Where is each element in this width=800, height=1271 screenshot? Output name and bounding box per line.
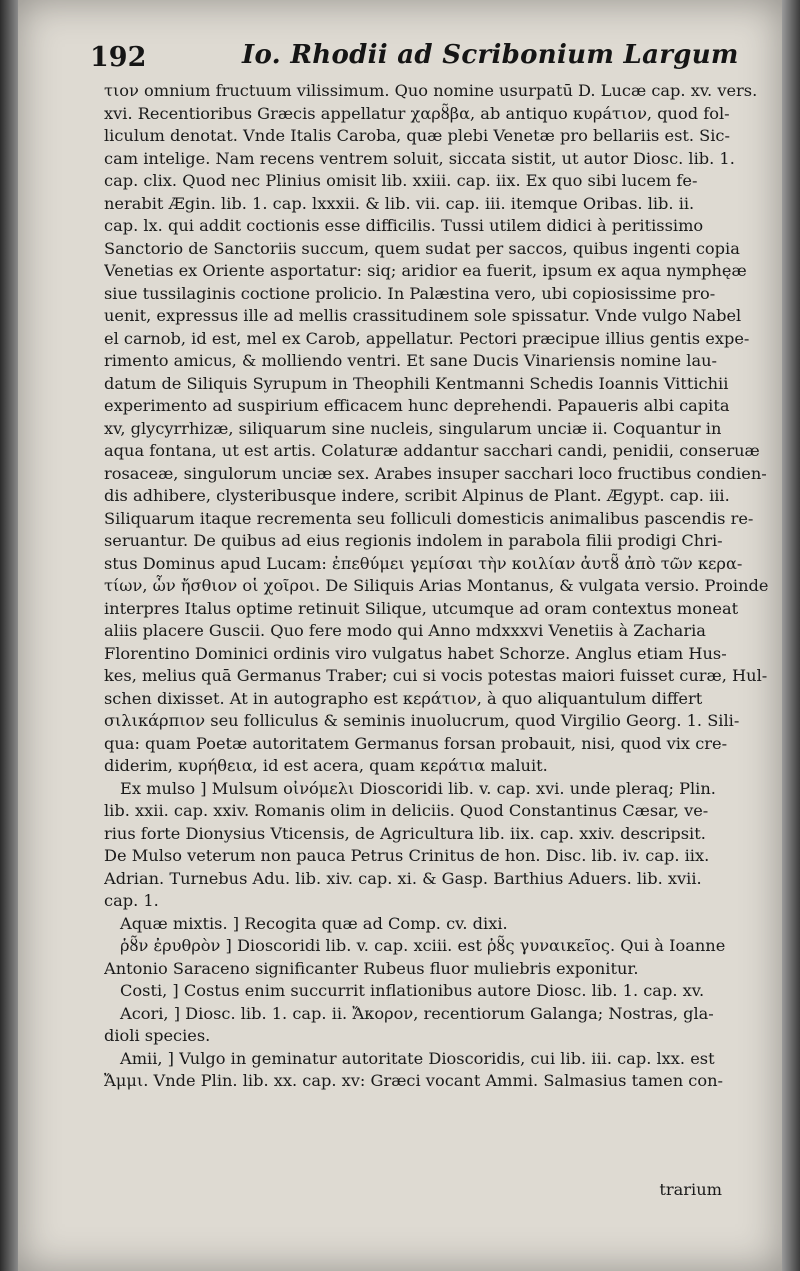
text-line: dioli species.: [104, 1026, 211, 1045]
text-line: datum de Siliquis Syrupum in Theophili Kentmanni Schedis Ioannis Vittichii: [104, 373, 729, 393]
text-line: Adrian. Turnebus Adu. lib. xiv. cap. xi. & Gasp. Barthius Aduers. lib. xvii.: [104, 868, 702, 888]
text-line: xvi. Recentioribus Græcis appellatur χαρȣ̃βα, ab antiquo κυρáτιον, quod fol-: [104, 103, 730, 123]
text-line: dis adhibere, clysteribusque indere, scribit Alpinus de Plant. Ægypt. cap. iii.: [104, 486, 730, 505]
text-line: ῥȣ̃ν ἐρυθρὸν ] Dioscoridi lib. v. cap. xciii. est ῥȣ̃ς γυναικεῖος. Qui à Ioanne: [120, 936, 726, 955]
text-line: Venetias ex Oriente asportatur: siq; aridior ea fuerit, ipsum ex aqua nymphęæ: [104, 261, 747, 280]
text-line: seruantur. De quibus ad eius regionis indolem in parabola filii prodigi Chri-: [104, 531, 723, 550]
text-line: nerabit Ægin. lib. 1. cap. lxxxii. & lib. vii. cap. iii. itemque Oribas. lib. ii.: [104, 193, 695, 213]
text-line: Ἄμμι. Vnde Plin. lib. xx. cap. xv: Græci vocant Ammi. Salmasius tamen con-: [104, 1071, 723, 1090]
text-line: rius forte Dionysius Vticensis, de Agricultura lib. iix. cap. xxiv. descripsit.: [104, 823, 706, 843]
text-line: siue tussilaginis coctione prolicio. In Palæstina vero, ubi copiosissime pro-: [104, 283, 716, 303]
text-line: τίων, ὧν ἤσθιον οἱ χοῖροι. De Siliquis Arias Montanus, & vulgata versio. Proinde: [104, 576, 769, 595]
text-line: el carnob, id est, mel ex Carob, appellatur. Pectori præcipue illius gentis expe-: [104, 328, 750, 348]
right-book-gutter: [782, 0, 800, 1271]
running-head: Io. Rhodii ad Scribonium Largum: [242, 40, 739, 70]
text-line: Sanctorio de Sanctoriis succum, quem sudat per saccos, quibus ingenti copia: [104, 238, 740, 258]
text-line: Acori, ] Diosc. lib. 1. cap. ii. Ἄκορον, recentiorum Galanga; Nostras, gla-: [120, 1003, 714, 1023]
text-line: σιλικάρπιον seu folliculus & seminis inuolucrum, quod Virgilio Georg. 1. Sili-: [104, 711, 740, 730]
text-line: schen dixisset. At in autographo est κεράτιον, à quo aliquantulum differt: [104, 688, 703, 708]
text-line: qua: quam Poetæ autoritatem Germanus forsan probauit, nisi, quod vix cre-: [104, 733, 728, 753]
text-line: rimento amicus, & molliendo ventri. Et sane Ducis Vinariensis nomine lau-: [104, 351, 717, 370]
text-line: cam intelige. Nam recens ventrem soluit, siccata sistit, ut autor Diosc. lib. 1.: [104, 148, 735, 168]
page-number: 192: [90, 42, 147, 73]
text-line: Amii, ] Vulgo in geminatur autoritate Dioscoridis, cui lib. iii. cap. lxx. est: [120, 1048, 715, 1068]
text-line: xv, glycyrrhizæ, siliquarum sine nucleis, singularum unciæ ii. Coquantur in: [104, 418, 722, 438]
text-line: Florentino Dominici ordinis viro vulgatus habet Schorze. Anglus etiam Hus-: [104, 643, 727, 663]
text-line: lib. xxii. cap. xxiv. Romanis olim in deliciis. Quod Constantinus Cæsar, ve-: [104, 801, 709, 820]
text-line: Siliquarum itaque recrementa seu folliculi domesticis animalibus pascendis re-: [104, 508, 754, 528]
text-line: liculum denotat. Vnde Italis Caroba, quæ plebi Venetæ pro bellariis est. Sic-: [104, 126, 730, 145]
body-text: [104, 80, 776, 1093]
text-line: Antonio Saraceno significanter Rubeus fluor muliebris exponitur.: [104, 958, 639, 978]
text-line: cap. clix. Quod nec Plinius omisit lib. xxiii. cap. iix. Ex quo sibi lucem fe-: [104, 171, 698, 190]
catchword: trarium: [659, 1180, 722, 1199]
text-line: diderim, κυρήθεια, id est acera, quam κεράτια maluit.: [104, 756, 548, 775]
text-line: interpres Italus optime retinuit Silique, utcumque ad oram contextus moneat: [104, 598, 739, 618]
text-line: kes, melius quā Germanus Traber; cui si vocis potestas maiori fuisset curæ, Hul-: [104, 666, 768, 685]
text-line: aqua fontana, ut est artis. Colaturæ addantur sacchari candi, penidii, conseruæ: [104, 441, 760, 460]
text-line: experimento ad suspirium efficacem hunc deprehendi. Papaueris albi capita: [104, 396, 730, 415]
page-header: [90, 42, 750, 82]
text-line: aliis placere Guscii. Quo fere modo qui Anno mdxxxvi Venetiis à Zacharia: [104, 621, 706, 640]
text-line: rosaceæ, singulorum unciæ sex. Arabes insuper sacchari loco fructibus condien-: [104, 463, 767, 483]
text-line: cap. lx. qui addit coctionis esse difficilis. Tussi utilem didici à peritissimo: [104, 216, 704, 235]
text-line: De Mulso veterum non pauca Petrus Crinitus de hon. Disc. lib. iv. cap. iix.: [104, 846, 710, 865]
left-book-gutter: [0, 0, 18, 1271]
text-line: Aquæ mixtis. ] Recogita quæ ad Comp. cv. dixi.: [120, 913, 508, 933]
text-line: Costi, ] Costus enim succurrit inflationibus autore Diosc. lib. 1. cap. xv.: [120, 981, 705, 1000]
text-line: Ex mulso ] Mulsum οἰνόμελι Dioscoridi lib. v. cap. xvi. unde pleraq; Plin.: [120, 778, 716, 798]
book-page: [18, 0, 782, 1271]
text-line: stus Dominus apud Lucam: ἐπεθύμει γεμίσαι τὴν κοιλίαν ἀυτȣ̃ ἀπὸ τῶν κερα-: [104, 553, 743, 573]
text-line: τιον omnium fructuum vilissimum. Quo nomine usurpatū D. Lucæ cap. xv. vers.: [104, 81, 758, 100]
text-line: uenit, expressus ille ad mellis crassitudinem sole spissatur. Vnde vulgo Nabel: [104, 306, 742, 325]
text-line: cap. 1.: [104, 891, 159, 910]
